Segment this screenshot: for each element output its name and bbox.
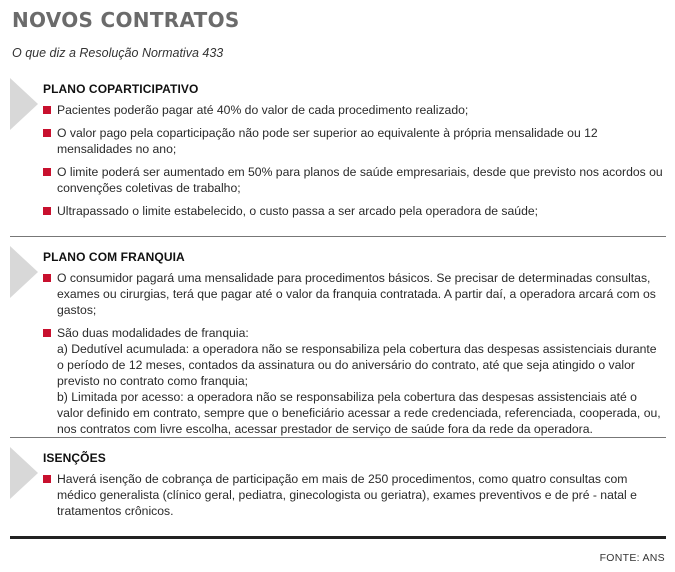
section-plano-coparticipativo	[10, 78, 666, 228]
section-plano-com-franquia	[10, 246, 666, 436]
item-text: Pacientes poderão pagar até 40% do valor de cada procedimento realizado;	[57, 103, 469, 117]
section-heading: PLANO COPARTICIPATIVO	[43, 82, 199, 96]
red-square-bullet-icon	[43, 475, 51, 483]
red-square-bullet-icon	[43, 207, 51, 215]
list-item	[43, 164, 663, 196]
chevron-arrow-icon	[10, 78, 38, 130]
chevron-arrow-icon	[10, 246, 38, 298]
section-heading: PLANO COM FRANQUIA	[43, 250, 185, 264]
section-isencoes	[10, 447, 666, 525]
red-square-bullet-icon	[43, 274, 51, 282]
item-text: O consumidor pagará uma mensalidade para procedimentos básicos. Se precisar de determinadas consultas, exames ou cirurgias, terá que pagar até o valor da franquia contratada. A partir daí, a operadora arcará com os gastos;	[57, 271, 656, 317]
page-subtitle: O que diz a Resolução Normativa 433	[12, 46, 224, 60]
list-item	[43, 102, 663, 118]
red-square-bullet-icon	[43, 329, 51, 337]
item-text: Haverá isenção de cobrança de participação em mais de 250 procedimentos, como quatro consultas com médico generalista (clínico geral, pediatra, ginecologista ou geriatra), exames preventivos e de pré - natal e tratamentos crônicos.	[57, 472, 637, 518]
red-square-bullet-icon	[43, 168, 51, 176]
item-text: Ultrapassado o limite estabelecido, o custo passa a ser arcado pela operadora de saúde;	[57, 204, 539, 218]
list-item	[43, 325, 663, 437]
list-item	[43, 270, 663, 318]
section-heading: ISENÇÕES	[43, 451, 106, 465]
red-square-bullet-icon	[43, 129, 51, 137]
list-item	[43, 471, 663, 519]
sub-item-dedutivel: a) Dedutível acumulada: a operadora não se responsabiliza pela cobertura das despesas assistenciais durante o período de 12 meses, contados da assinatura ou do aniversário do contrato, até que seja atingido o valor previsto no contrato como franquia;	[57, 342, 657, 388]
page-title: NOVOS CONTRATOS	[12, 8, 240, 32]
list-item	[43, 125, 663, 157]
red-square-bullet-icon	[43, 106, 51, 114]
section-divider	[10, 236, 666, 237]
item-text: São duas modalidades de franquia:	[57, 326, 249, 340]
section-divider	[10, 437, 666, 438]
item-text: O limite poderá ser aumentado em 50% para planos de saúde empresariais, desde que previsto nos acordos ou convenções coletivas de trabalho;	[57, 165, 663, 195]
sub-item-limitada: b) Limitada por acesso: a operadora não se responsabiliza pela cobertura das despesas assistenciais até o valor definido em contrato, sempre que o beneficiário acessar a rede credenciada, referenciada, cooperada, ou, nos contratos com livre escolha, acessar prestador de serviço de saúde fora da rede da operadora.	[57, 390, 661, 436]
list-item	[43, 203, 663, 219]
bottom-rule	[10, 536, 666, 539]
item-text: O valor pago pela coparticipação não pode ser superior ao equivalente à própria mensalidade ou 12 mensalidades no ano;	[57, 126, 598, 156]
source-credit: FONTE: ANS	[599, 552, 665, 564]
chevron-arrow-icon	[10, 447, 38, 499]
